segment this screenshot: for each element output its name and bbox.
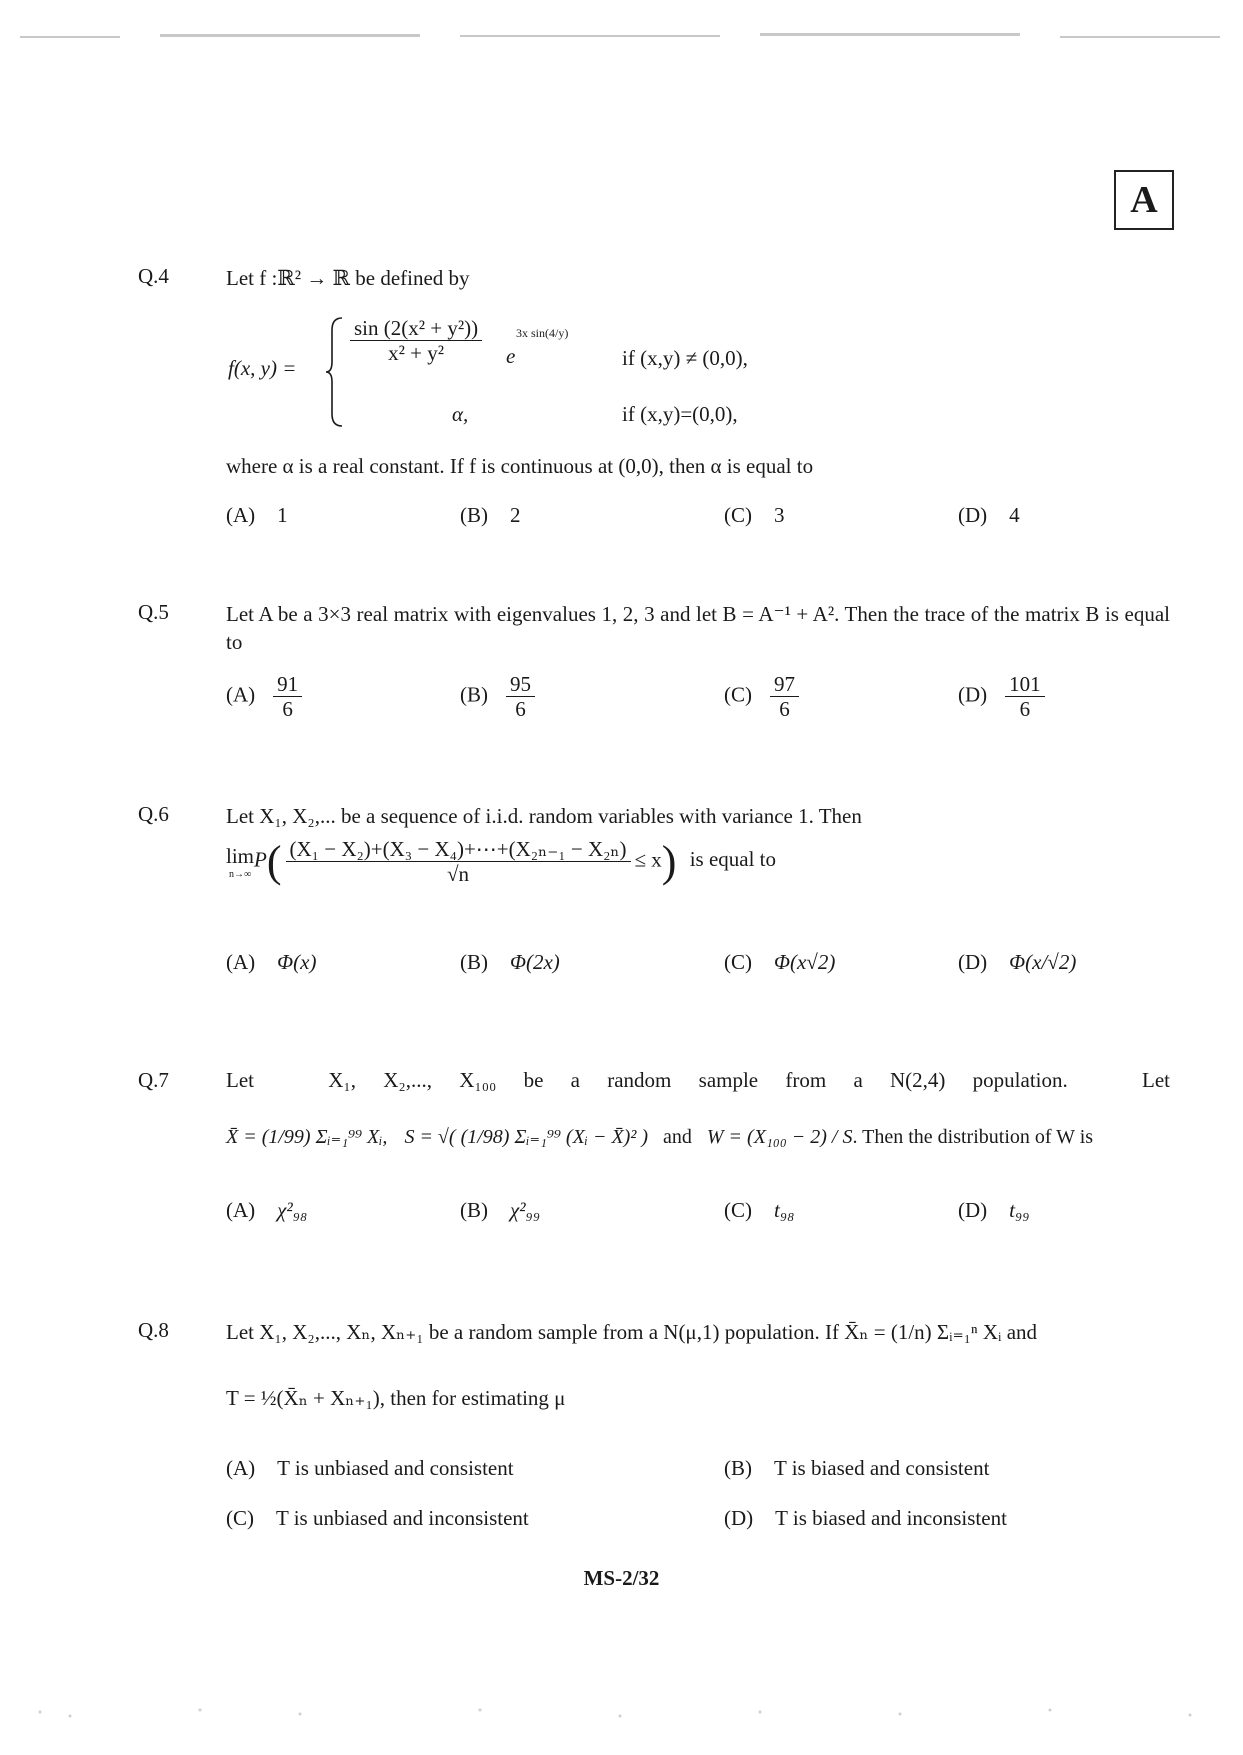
- q8-line1: Let X₁, X₂,..., Xₙ, Xₙ₊₁ be a random sample from a N(μ,1) population. If X̄ₙ = (1/n) Σᵢ₌₁ⁿ Xᵢ and: [226, 1320, 1038, 1344]
- q4-case1-den: x² + y²: [388, 341, 445, 366]
- q6-lim: lim: [226, 843, 255, 868]
- q7-option-c[interactable]: (C) t₉₈: [724, 1198, 795, 1222]
- q6-limit-expression: lim n→∞ P( $\frac{\text{(X₁ − X₂)+(X₃ − X₄)+⋯+(X₂ₙ₋₁ − X₂ₙ)}}{√n}$ ≤ x) is equal to: [226, 836, 777, 886]
- q7-line1-let: Let: [226, 1068, 254, 1092]
- q4-case2-cond: if (x,y)=(0,0),: [622, 402, 738, 426]
- q6-option-d[interactable]: (D) Φ(x/√2): [958, 950, 1077, 974]
- q4-intro: Let f :ℝ² → ℝ be defined by: [226, 266, 470, 290]
- q5-text: Let A be a 3×3 real matrix with eigenvalues 1, 2, 3 and let B = A⁻¹ + A². Then the trace of the matrix B is equal to: [226, 602, 1170, 655]
- q4-case1-exp-base: e: [506, 344, 516, 368]
- q7-and: and: [662, 1126, 692, 1148]
- q6-line1: Let X₁, X₂,... be a sequence of i.i.d. random variables with variance 1. Then: [226, 804, 862, 828]
- q4-function-definition: [228, 312, 988, 432]
- q6-prob-tail: ≤ x: [634, 847, 662, 872]
- q6-lim-sub: n→∞: [228, 868, 252, 880]
- q8-number: Q.8: [138, 1318, 169, 1342]
- q5-option-a[interactable]: (A) $\frac{91}{6}$: [226, 672, 306, 721]
- q7-option-b[interactable]: (B) χ²₉₉: [460, 1198, 541, 1222]
- q6-number: Q.6: [138, 802, 169, 826]
- q7-w: W = (X₁₀₀ − 2) / S: [706, 1126, 853, 1148]
- q5-option-d[interactable]: (D) $\frac{101}{6}$: [958, 672, 1049, 721]
- q8-option-b[interactable]: (B) T is biased and consistent: [724, 1456, 990, 1480]
- q6-prob-den: √n: [446, 862, 470, 886]
- q7-line1-body: X₁, X₂,..., X₁₀₀ be a random sample from a N(2,4) population.: [328, 1068, 1068, 1092]
- answer-set-badge: A: [1114, 170, 1174, 230]
- q4-option-c[interactable]: (C) 3: [724, 503, 785, 527]
- q5-option-b[interactable]: (B) $\frac{95}{6}$: [460, 672, 539, 721]
- q7-option-d[interactable]: (D) t₉₉: [958, 1198, 1030, 1222]
- q8-option-c[interactable]: (C) T is unbiased and inconsistent: [226, 1506, 529, 1530]
- q4-option-a[interactable]: (A) 1: [226, 503, 288, 527]
- q7-option-a[interactable]: (A) χ²₉₈: [226, 1198, 308, 1222]
- q7-line1-let2: Let: [1142, 1068, 1170, 1092]
- q4-body: where α is a real constant. If f is continuous at (0,0), then α is equal to: [226, 454, 814, 478]
- q6-option-c[interactable]: (C) Φ(x√2): [724, 950, 836, 974]
- q4-case1-num: sin (2(x² + y²)): [350, 316, 482, 341]
- q7-s: S = √( (1/98) Σᵢ₌₁⁹⁹ (Xᵢ − X̄)² ): [404, 1126, 648, 1148]
- q8-line2: T = ½(X̄ₙ + Xₙ₊₁), then for estimating μ: [226, 1386, 566, 1410]
- q8-option-d[interactable]: (D) T is biased and inconsistent: [724, 1506, 1007, 1530]
- q4-option-d[interactable]: (D) 4: [958, 503, 1020, 527]
- q6-option-b[interactable]: (B) Φ(2x): [460, 950, 560, 974]
- q7-number: Q.7: [138, 1068, 169, 1092]
- q4-case1-fraction: [346, 316, 486, 365]
- q6-option-a[interactable]: (A) Φ(x): [226, 950, 317, 974]
- q6-tail: is equal to: [689, 847, 777, 872]
- q4-case1-cond: if (x,y) ≠ (0,0),: [622, 346, 748, 370]
- q7-line1: [226, 1068, 1170, 1093]
- q4-case2-value: α,: [452, 402, 469, 426]
- q4-case1-exp-power: 3x sin(4/y): [516, 326, 569, 340]
- q8-option-a[interactable]: (A) T is unbiased and consistent: [226, 1456, 514, 1480]
- scan-noise-top: [0, 18, 1243, 58]
- q5-number: Q.5: [138, 600, 169, 624]
- q7-tail: . Then the distribution of W is: [852, 1126, 1094, 1148]
- q4-option-b[interactable]: (B) 2: [460, 503, 521, 527]
- q5-option-c[interactable]: (C) $\frac{97}{6}$: [724, 672, 803, 721]
- q4-func-lhs: f(x, y) =: [228, 356, 297, 380]
- page-footer: MS-2/32: [583, 1566, 660, 1590]
- scan-noise-bottom: [0, 1690, 1243, 1730]
- q4-number: Q.4: [138, 264, 169, 288]
- q7-formulas: [226, 1124, 1093, 1149]
- q4-brace: [324, 316, 344, 428]
- q6-prob-num: (X₁ − X₂)+(X₃ − X₄)+⋯+(X₂ₙ₋₁ − X₂ₙ): [286, 837, 631, 862]
- q7-xbar: X̄ = (1/99) Σᵢ₌₁⁹⁹ Xᵢ,: [226, 1126, 388, 1148]
